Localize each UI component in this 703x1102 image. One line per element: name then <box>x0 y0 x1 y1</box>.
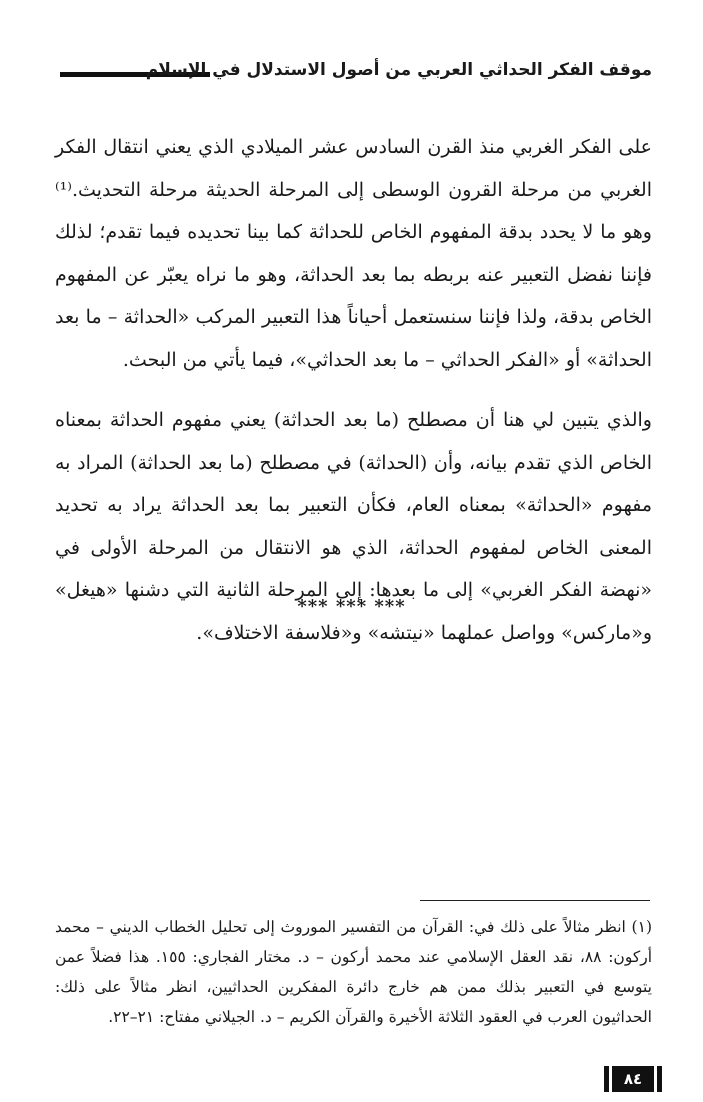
page-number-bar-right <box>657 1066 662 1092</box>
page-number: ٨٤ <box>612 1066 654 1092</box>
section-separator: *** *** *** <box>297 596 406 617</box>
running-title: موقف الفكر الحداثي العربي من أصول الاستدلال في الإسلام <box>145 60 652 80</box>
body-text <box>55 126 652 654</box>
paragraph-1: على الفكر الغربي منذ القرن السادس عشر الميلادي الذي يعني انتقال الفكر الغربي من مرحلة القرون الوسطى إلى المرحلة الحديثة مرحلة التحديث.⁽¹⁾ وهو ما لا يحدد بدقة المفهوم الخاص للحداثة كما بينا تحديده فيما تقدم؛ لذلك فإننا نفضل التعبير عنه بربطه بما بعد الحداثة، وهو ما نراه يعبّر عن المفهوم الخاص بدقة، ولذا فإننا سنستعمل أحياناً هذا التعبير المركب «الحداثة – ما بعد الحداثة» أو «الفكر الحداثي – ما بعد الحداثي»، فيما يأتي من البحث. <box>55 136 652 371</box>
footnote-1: (١) انظر مثالاً على ذلك في: القرآن من التفسير الموروث إلى تحليل الخطاب الديني – محمد أركون: ٨٨، نقد العقل الإسلامي عند محمد أركون – د. مختار الفجاري: ١٥٥. هذا فضلاً عمن يتوسع في التعبير بذلك ممن هم خارج دائرة المفكرين الحداثيين، انظر مثالاً على ذلك: الحداثيون العرب في العقود الثلاثة الأخيرة والقرآن الكريم – د. الجيلاني مفتاح: ٢١–٢٢. <box>55 918 652 1026</box>
footnote-rule <box>420 900 650 901</box>
paragraph-2: والذي يتبين لي هنا أن مصطلح (ما بعد الحداثة) يعني مفهوم الحداثة بمعناه الخاص الذي تقدم بيانه، وأن (الحداثة) في مصطلح (ما بعد الحداثة) المراد به مفهوم «الحداثة» بمعناه العام، فكأن التعبير بما بعد الحداثة يراد به تحديد المعنى الخاص لمفهوم الحداثة، الذي هو الانتقال من المرحلة الأولى في «نهضة الفكر الغربي» إلى ما بعدها: إلى المرحلة الثانية التي دشنها «هيغل» و«ماركس» وواصل عملهما «نيتشه» و«فلاسفة الاختلاف». <box>55 409 652 644</box>
page-number-block <box>604 1066 662 1092</box>
page-number-bar-left <box>604 1066 609 1092</box>
page-header <box>60 58 652 90</box>
